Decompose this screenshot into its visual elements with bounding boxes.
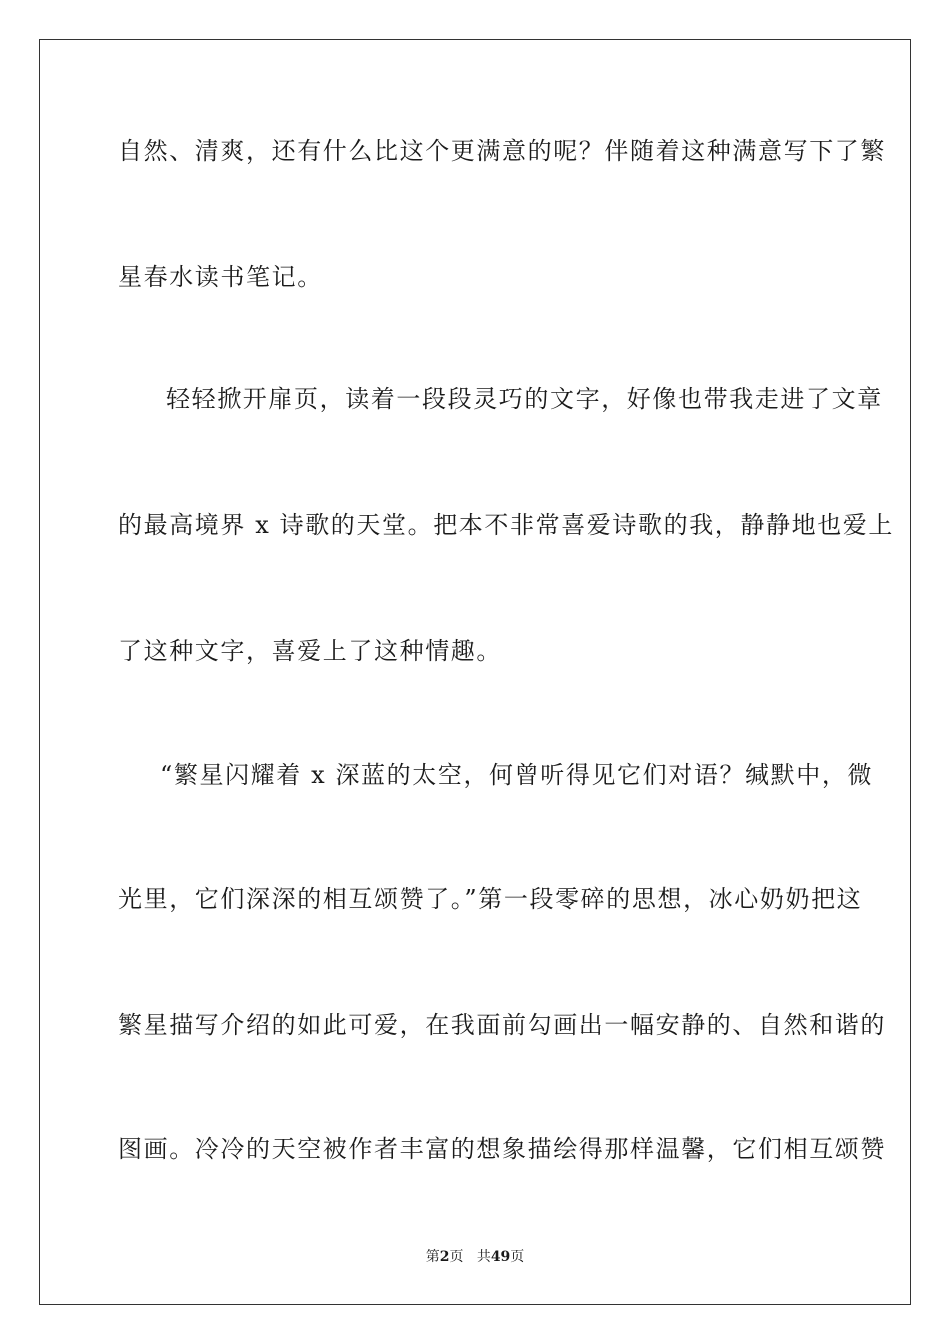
body-text-line: 光里，它们深深的相互颂赞了。”第一段零碎的思想，冰心奶奶把这 xyxy=(118,885,863,913)
body-text-line: 图画。冷冷的天空被作者丰富的想象描绘得那样温馨，它们相互颂赞 xyxy=(118,1135,886,1163)
body-text-line: 星春水读书笔记。 xyxy=(118,263,323,291)
page-footer xyxy=(0,1248,950,1266)
paragraph-first-line: 轻轻掀开扉页，读着一段段灵巧的文字，好像也带我走进了文章 xyxy=(166,385,883,413)
page-border xyxy=(39,39,911,1305)
page-suffix: 页 xyxy=(449,1249,464,1265)
total-prefix: 共 xyxy=(476,1249,491,1265)
paragraph-first-line: “繁星闪耀着 x 深蓝的太空，何曾听得见它们对语？缄默中，微 xyxy=(160,761,874,789)
page-number: 2 xyxy=(439,1249,450,1265)
body-text-line: 自然、清爽，还有什么比这个更满意的呢？伴随着这种满意写下了繁 xyxy=(118,137,886,165)
body-text-line: 繁星描写介绍的如此可爱，在我面前勾画出一幅安静的、自然和谐的 xyxy=(118,1011,886,1039)
body-text-line: 的最高境界 x 诗歌的天堂。把本不非常喜爱诗歌的我，静静地也爱上 xyxy=(118,511,894,539)
total-pages: 49 xyxy=(490,1249,511,1265)
page-prefix: 第 xyxy=(425,1249,440,1265)
total-suffix: 页 xyxy=(510,1249,525,1265)
body-text-line: 了这种文字，喜爱上了这种情趣。 xyxy=(118,637,502,665)
